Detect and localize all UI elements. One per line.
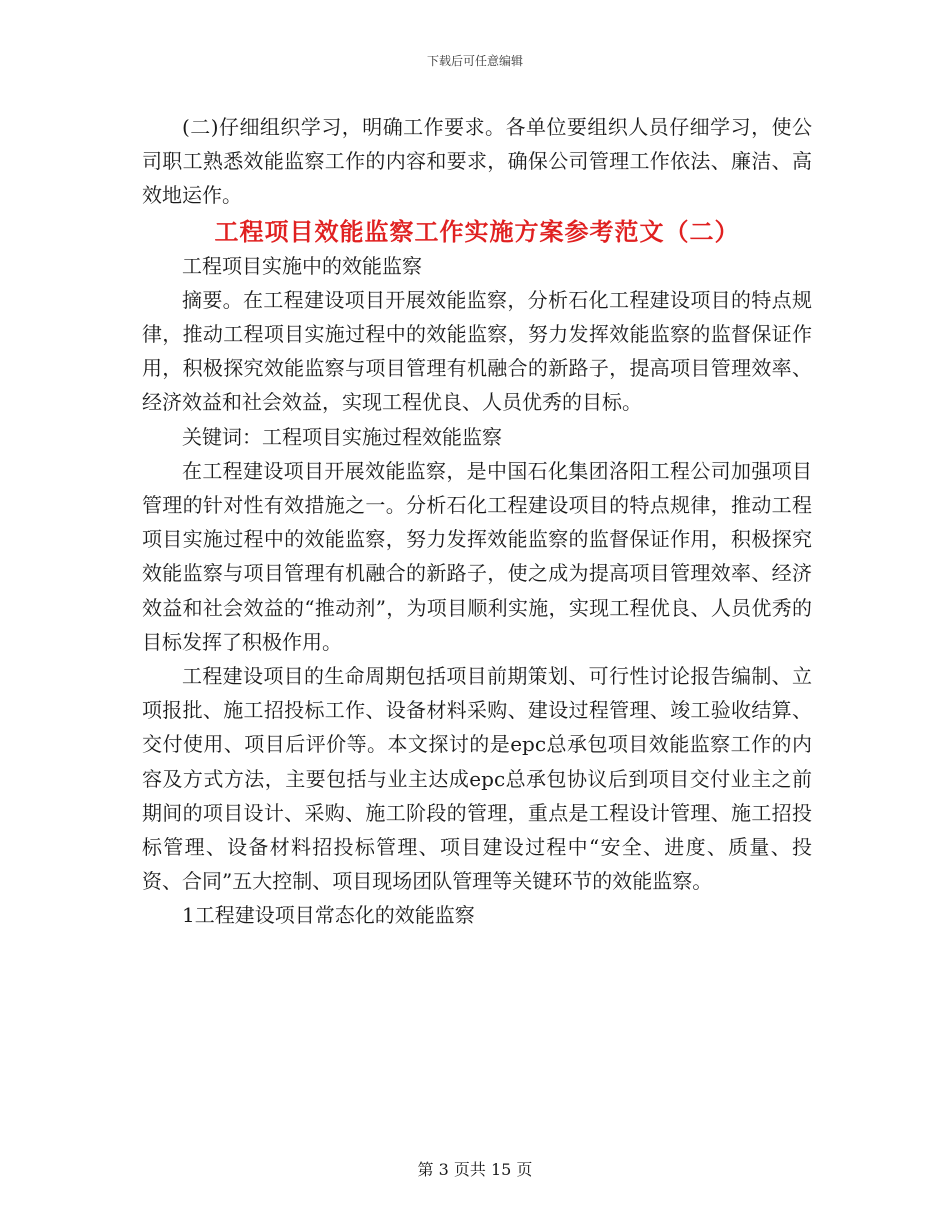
page-header: 下载后可任意编辑 (426, 54, 523, 68)
paragraph-abstract: 摘要。在工程建设项目开展效能监察，分析石化工程建设项目的特点规律，推动工程项目实施过程中的效能监察，努力发挥效能监察的监督保证作用，积极探究效能监察与项目管理有机融合的新路子，提高项目管理效率、经济效益和社会效益，实现工程优良、人员优秀的目标。 (142, 287, 812, 415)
paragraph-section-heading: 1工程建设项目常态化的效能监察 (182, 903, 475, 928)
paragraph-study-requirements: (二)仔细组织学习，明确工作要求。各单位要组织人员仔细学习，使公司职工熟悉效能监察工作的内容和要求，确保公司管理工作依法、廉洁、高效地运作。 (142, 115, 812, 208)
page-number: 第 3 页共 15 页 (417, 1160, 533, 1179)
paragraph-lifecycle: 工程建设项目的生命周期包括项目前期策划、可行性讨论报告编制、立项报批、施工招投标工作、设备材料采购、建设过程管理、竣工验收结算、交付使用、项目后评价等。本文探讨的是epc总承包项目效能监察工作的内容及方式方法，主要包括与业主达成epc总承包协议后到项目交付业主之前期间的项目设计、采购、施工阶段的管理，重点是工程设计管理、施工招投标管理、设备材料招投标管理、项目建设过程中“安全、进度、质量、投资、合同”五大控制、项目现场团队管理等关键环节的效能监察。 (142, 664, 812, 894)
paragraph-introduction: 在工程建设项目开展效能监察，是中国石化集团洛阳工程公司加强项目管理的针对性有效措施之一。分析石化工程建设项目的特点规律，推动工程项目实施过程中的效能监察，努力发挥效能监察的监督保证作用，积极探究效能监察与项目管理有机融合的新路子，使之成为提高项目管理效率、经济效益和社会效益的“推动剂”，为项目顺利实施，实现工程优良、人员优秀的目标发挥了积极作用。 (142, 458, 812, 654)
document-body (142, 110, 812, 933)
section-title: 工程项目效能监察工作实施方案参考范文（二） (214, 216, 740, 246)
paragraph-keywords: 关键词：工程项目实施过程效能监察 (182, 424, 502, 449)
paragraph-subtitle: 工程项目实施中的效能监察 (182, 253, 422, 278)
